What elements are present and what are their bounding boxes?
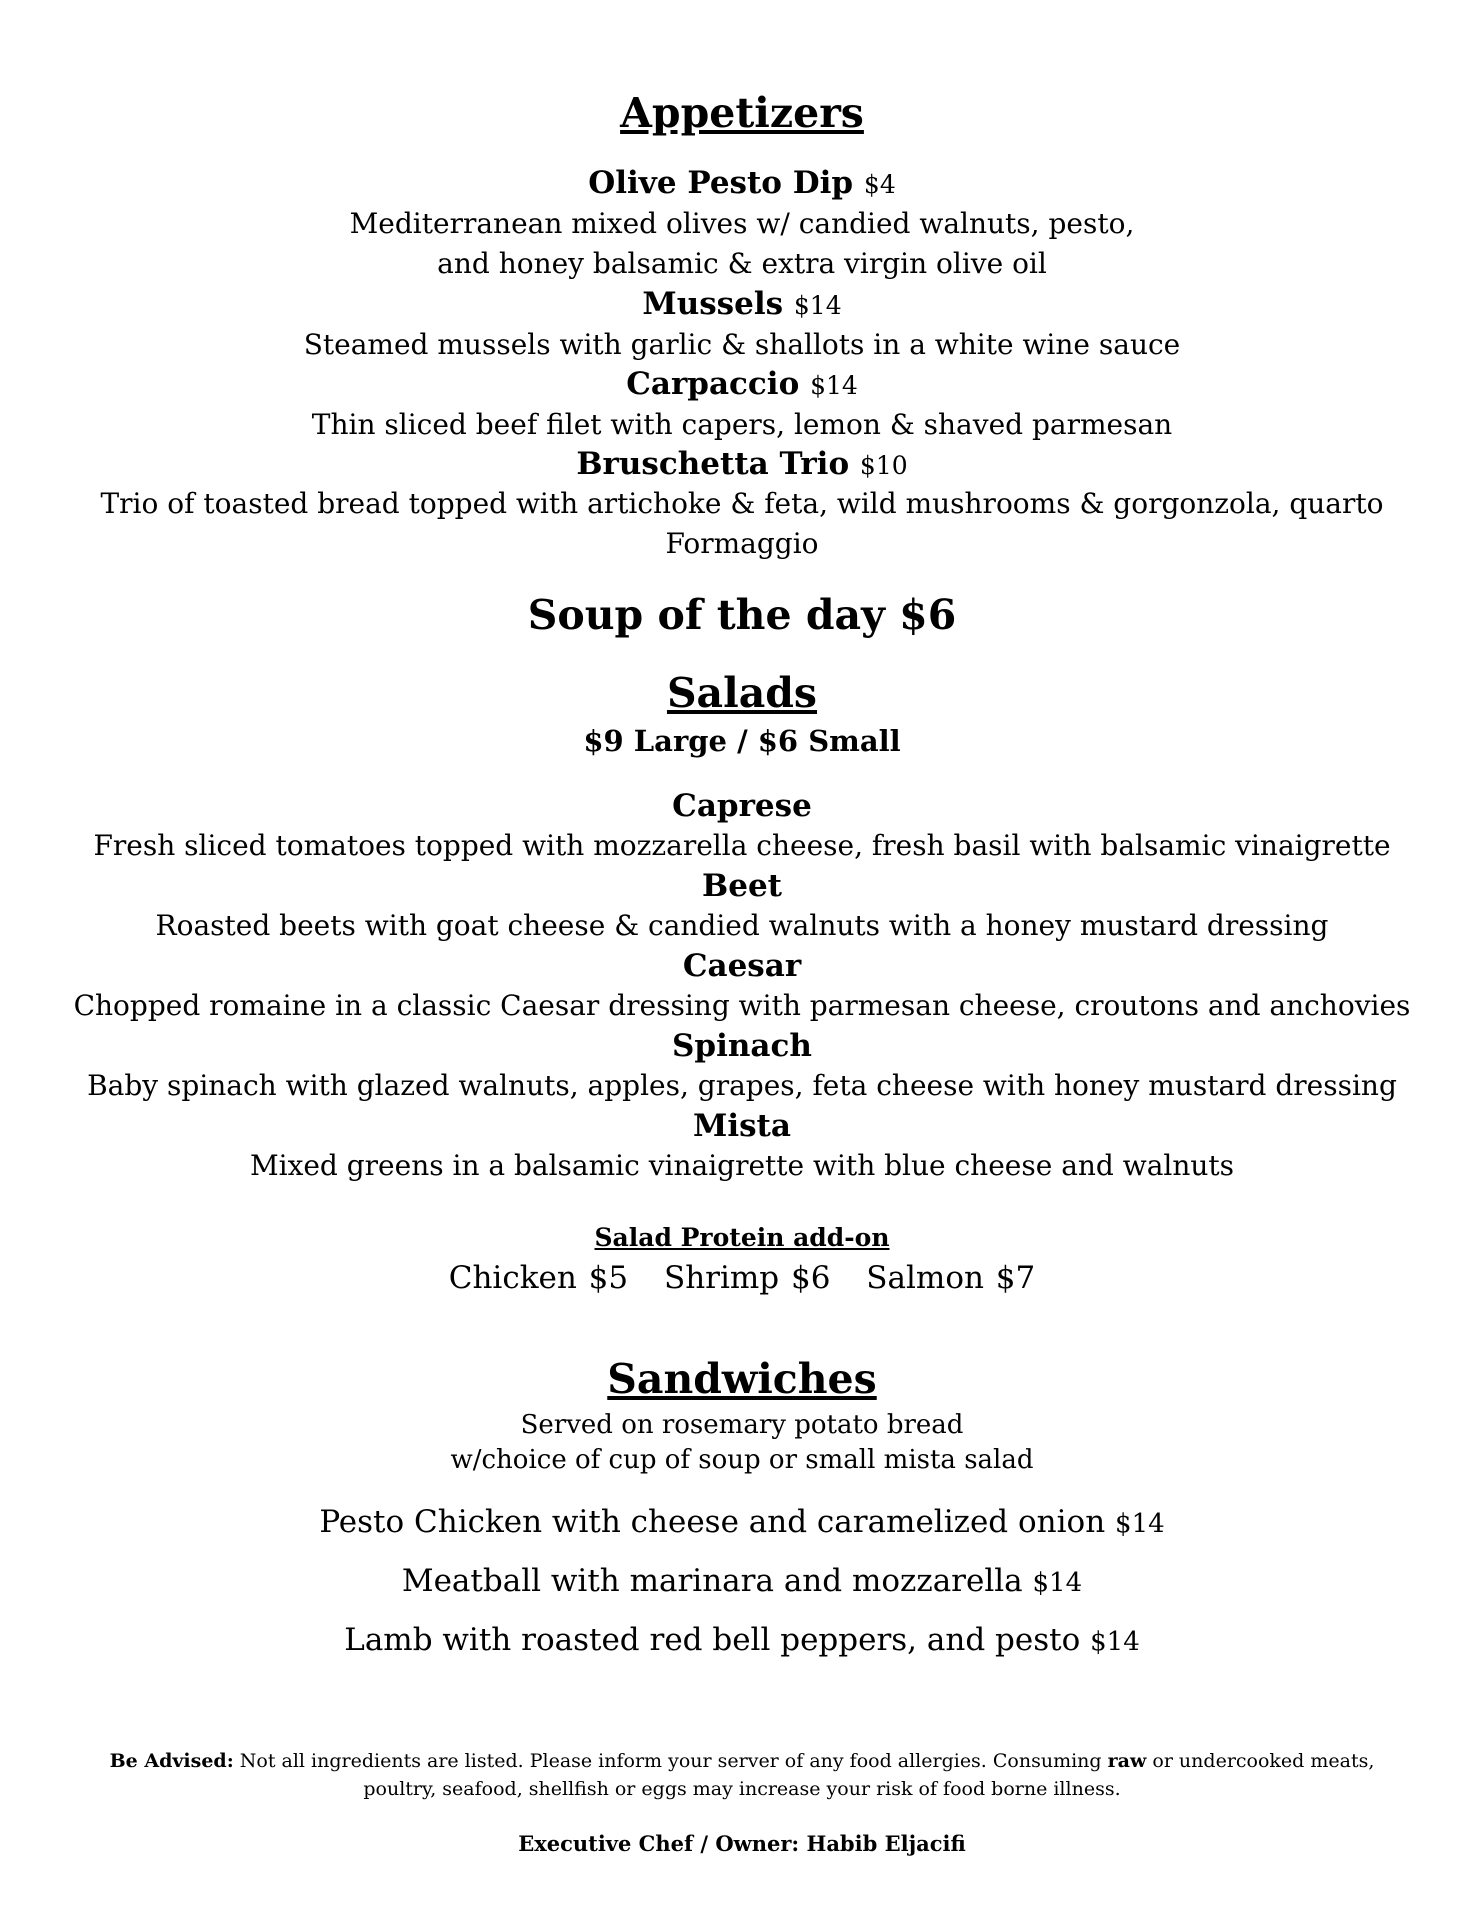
menu-item-mussels bbox=[0, 285, 1484, 325]
salad-description: Roasted beets with goat cheese & candied walnuts with a honey mustard dressing bbox=[155, 909, 1329, 942]
salads-title: Salads bbox=[666, 669, 818, 717]
item-name: Carpaccio bbox=[626, 366, 800, 402]
item-description: Trio of toasted bread topped with artichoke & feta, wild mushrooms & gorgonzola, quarto bbox=[100, 487, 1384, 520]
sandwich-name: Meatball with marinara and mozzarella bbox=[401, 1563, 1023, 1599]
sandwich-price: $14 bbox=[1032, 1568, 1083, 1598]
sandwich-item bbox=[0, 1561, 1484, 1603]
sandwich-price: $14 bbox=[1090, 1627, 1140, 1657]
item-description: Steamed mussels with garlic & shallots in a white wine sauce bbox=[303, 328, 1181, 361]
item-price: $14 bbox=[793, 291, 842, 320]
appetizers-title: Appetizers bbox=[620, 89, 864, 137]
sandwiches-intro: Served on rosemary potato bread bbox=[520, 1410, 964, 1440]
be-advised-label: Be Advised: bbox=[109, 1750, 234, 1772]
salad-name: Caesar bbox=[682, 948, 802, 984]
salad-protein-title: Salad Protein add-on bbox=[594, 1223, 890, 1252]
allergy-text: Not all ingredients are listed. Please inform your server of any food allergies. Consuming bbox=[239, 1750, 1102, 1772]
salad-protein-list bbox=[0, 1258, 1484, 1298]
salad-name: Spinach bbox=[672, 1028, 812, 1064]
menu-item-olive-pesto-dip bbox=[0, 164, 1484, 204]
item-price: $4 bbox=[863, 170, 896, 199]
item-description: and honey balsamic & extra virgin olive oil bbox=[437, 247, 1047, 280]
salads-pricing: $9 Large / $6 Small bbox=[583, 724, 901, 758]
allergy-notice-line-1 bbox=[0, 1747, 1484, 1775]
sandwich-name: Lamb with roasted red bell peppers, and pesto bbox=[344, 1622, 1081, 1658]
salad-name: Mista bbox=[693, 1108, 791, 1144]
raw-emphasis: raw bbox=[1107, 1750, 1147, 1772]
soup-of-the-day: Soup of the day $6 bbox=[527, 591, 957, 639]
item-description: Mediterranean mixed olives w/ candied walnuts, pesto, bbox=[349, 207, 1135, 240]
sandwich-item bbox=[0, 1620, 1484, 1662]
sandwiches-title: Sandwiches bbox=[607, 1355, 877, 1403]
menu-item-carpaccio bbox=[0, 365, 1484, 405]
sandwiches-intro: w/choice of cup of soup or small mista salad bbox=[450, 1445, 1034, 1475]
item-price: $10 bbox=[859, 451, 908, 480]
salad-description: Fresh sliced tomatoes topped with mozzarella cheese, fresh basil with balsamic vinaigrette bbox=[93, 829, 1391, 862]
protein-option: Salmon $7 bbox=[866, 1260, 1036, 1296]
salad-description: Chopped romaine in a classic Caesar dressing with parmesan cheese, croutons and anchovies bbox=[73, 989, 1411, 1022]
item-description: Thin sliced beef filet with capers, lemon & shaved parmesan bbox=[311, 408, 1173, 441]
item-price: $14 bbox=[810, 371, 858, 400]
allergy-notice-line-2: poultry, seafood, shellfish or eggs may increase your risk of food borne illness. bbox=[363, 1778, 1121, 1800]
salad-description: Mixed greens in a balsamic vinaigrette with blue cheese and walnuts bbox=[249, 1149, 1235, 1182]
item-name: Bruschetta Trio bbox=[576, 446, 850, 482]
item-description: Formaggio bbox=[665, 527, 819, 560]
salad-description: Baby spinach with glazed walnuts, apples, grapes, feta cheese with honey mustard dressing bbox=[87, 1069, 1397, 1102]
protein-option: Chicken $5 bbox=[448, 1260, 629, 1296]
protein-option: Shrimp $6 bbox=[663, 1260, 831, 1296]
salad-name: Beet bbox=[702, 868, 782, 904]
sandwich-name: Pesto Chicken with cheese and caramelized onion bbox=[319, 1504, 1106, 1540]
item-name: Olive Pesto Dip bbox=[588, 165, 854, 201]
executive-chef: Executive Chef / Owner: Habib Eljacifi bbox=[518, 1831, 966, 1856]
sandwich-item bbox=[0, 1502, 1484, 1544]
salad-name: Caprese bbox=[672, 788, 812, 824]
sandwich-price: $14 bbox=[1115, 1509, 1165, 1539]
allergy-text: or undercooked meats, bbox=[1152, 1750, 1375, 1772]
item-name: Mussels bbox=[642, 286, 784, 322]
menu-item-bruschetta-trio bbox=[0, 445, 1484, 485]
